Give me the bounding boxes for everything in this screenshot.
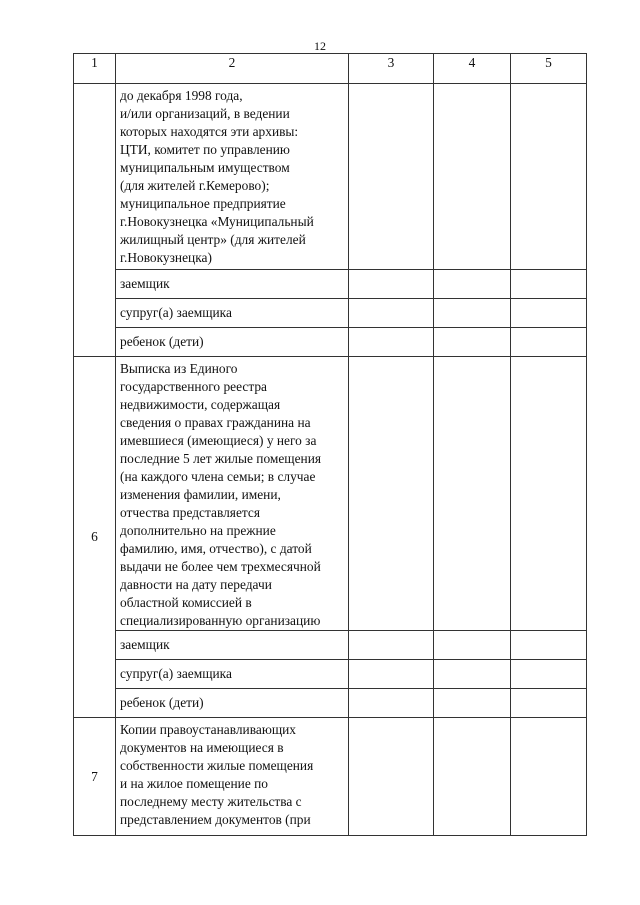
empty-cell: [511, 660, 587, 689]
header-row: [74, 54, 587, 84]
borrower-label: заемщик: [116, 631, 349, 660]
empty-cell: [349, 718, 434, 836]
empty-cell: [434, 357, 511, 631]
table-row: [74, 84, 587, 270]
empty-cell: [434, 328, 511, 357]
empty-cell: [349, 328, 434, 357]
empty-cell: [349, 299, 434, 328]
empty-cell: [434, 660, 511, 689]
empty-cell: [434, 299, 511, 328]
table-row: [74, 270, 587, 299]
spouse-label: супруг(а) заемщика: [116, 660, 349, 689]
item-7-number: 7: [74, 718, 116, 836]
empty-cell: [434, 689, 511, 718]
item-6-text: Выписка из Единого государственного реестра недвижимости, содержащая сведения о правах гражданина на имевшиеся (имеющиеся) у него за последние 5 лет жилые помещения (на каждого члена семьи; в случае изменения фамилии, имени, отчества представляется дополнительно на прежние фамилию, имя, отчество), с датой выдачи не более чем трехмесячной давности на дату передачи областной комиссией в специализированную организацию: [116, 357, 349, 631]
empty-cell: [434, 270, 511, 299]
empty-cell: [434, 631, 511, 660]
empty-cell: [511, 328, 587, 357]
table-row: [74, 718, 587, 836]
table-row: [74, 299, 587, 328]
empty-cell: [349, 270, 434, 299]
table-row: [74, 357, 587, 631]
header-col-2: 2: [116, 54, 349, 84]
borrower-label: заемщик: [116, 270, 349, 299]
archives-text-cell: до декабря 1998 года, и/или организаций, в ведении которых находятся эти архивы: ЦТИ, комитет по управлению муниципальным имуществом (для жителей г.Кемерово); муниципальное предприятие г.Новокузнецка «Муниципальный жилищный центр» (для жителей г.Новокузнецка): [116, 84, 349, 270]
table-row: [74, 689, 587, 718]
children-label: ребенок (дети): [116, 328, 349, 357]
table-row: [74, 660, 587, 689]
empty-cell: [349, 660, 434, 689]
table-row: [74, 328, 587, 357]
row-number-cell: [74, 84, 116, 357]
empty-cell: [434, 84, 511, 270]
empty-cell: [511, 299, 587, 328]
empty-cell: [349, 357, 434, 631]
empty-cell: [511, 84, 587, 270]
item-6-number: 6: [74, 357, 116, 718]
children-label: ребенок (дети): [116, 689, 349, 718]
documents-table: [73, 53, 587, 836]
empty-cell: [434, 718, 511, 836]
header-col-4: 4: [434, 54, 511, 84]
empty-cell: [511, 631, 587, 660]
empty-cell: [349, 631, 434, 660]
empty-cell: [349, 84, 434, 270]
spouse-label: супруг(а) заемщика: [116, 299, 349, 328]
item-7-text: Копии правоустанавливающих документов на имеющиеся в собственности жилые помещения и на жилое помещение по последнему месту жительства с представлением документов (при: [116, 718, 349, 836]
header-col-5: 5: [511, 54, 587, 84]
empty-cell: [511, 270, 587, 299]
page-number: 12: [314, 39, 326, 53]
header-col-1: 1: [74, 54, 116, 84]
empty-cell: [349, 689, 434, 718]
header-col-3: 3: [349, 54, 434, 84]
empty-cell: [511, 357, 587, 631]
empty-cell: [511, 689, 587, 718]
table-row: [74, 631, 587, 660]
empty-cell: [511, 718, 587, 836]
